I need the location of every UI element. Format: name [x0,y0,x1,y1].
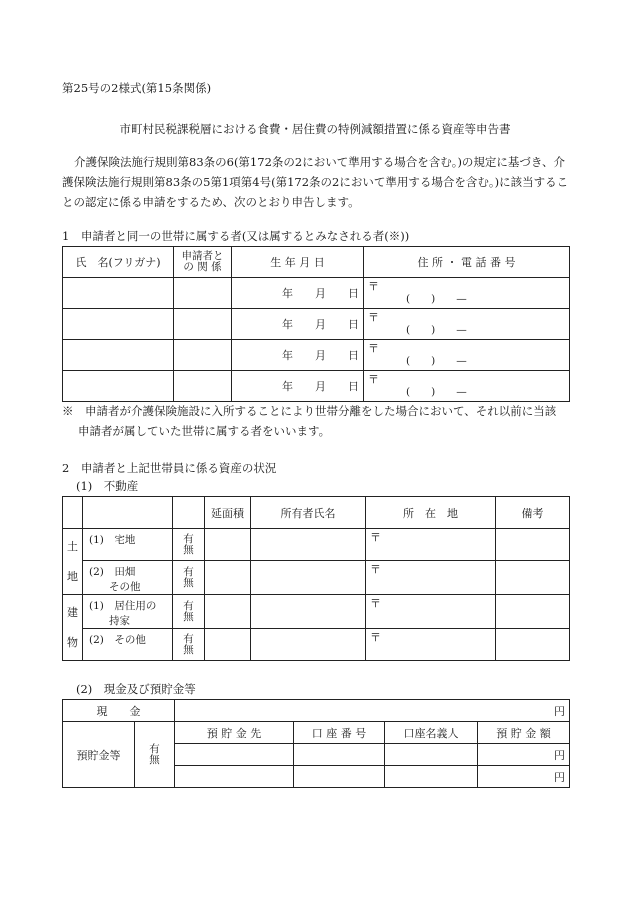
owner-cell[interactable] [251,595,366,629]
header-blank [173,497,205,529]
section1-note-line1: ※ 申請者が介護保険施設に入所することにより世帯分離をした場合において、それ以前に当該 [62,404,557,418]
yes-option[interactable]: 有 [183,532,194,545]
owner-cell[interactable] [251,529,366,561]
intro-line-2: 護保険法施行規則第83条の5第1項第4号(第172条の2において準用する場合を含む。)に該当するこ [62,175,569,189]
header-birth: 生 年 月 日 [232,247,364,278]
location-cell[interactable] [366,595,496,629]
location-cell[interactable] [366,629,496,661]
amount-cell[interactable]: 円 [478,744,570,766]
location-cell[interactable] [366,529,496,561]
postal-mark: 〒 [370,631,381,644]
intro-paragraph [62,152,572,212]
real-estate-row [63,629,570,661]
item-label [83,595,173,629]
cash-savings-table [62,699,570,788]
item-label-line1: (1) 居住用の [89,600,157,612]
area-cell[interactable] [205,529,251,561]
postal-mark: 〒 [370,531,381,544]
item-label-line1: (1) 宅地 [89,534,136,546]
phone-placeholder: ( ) — [406,293,467,305]
birth-cell[interactable]: 年 月 日 [232,340,364,371]
header-relation-line1: 申請者と [181,250,224,262]
holder-cell[interactable] [385,766,478,788]
postal-mark: 〒 [368,373,379,386]
section2-heading: 2 申請者と上記世帯員に係る資産の状況 [62,461,277,475]
name-cell[interactable] [63,340,174,371]
postal-mark: 〒 [370,563,381,576]
header-location: 所 在 地 [366,497,496,529]
header-name: 氏 名(フリガナ) [63,247,174,278]
no-option[interactable]: 無 [183,543,194,556]
item-label-line2: その他 [109,581,141,593]
address-cell[interactable] [364,371,570,402]
remarks-cell[interactable] [496,529,570,561]
area-cell[interactable] [205,561,251,595]
household-row [63,371,570,402]
item-label [83,629,173,661]
name-cell[interactable] [63,278,174,309]
land-label [63,529,83,595]
item-label-line1: (2) その他 [89,634,146,646]
postal-mark: 〒 [368,280,379,293]
relation-cell[interactable] [174,340,232,371]
phone-placeholder: ( ) — [406,386,467,398]
area-cell[interactable] [205,595,251,629]
real-estate-row [63,561,570,595]
household-row [63,278,570,309]
land-label-2: 地 [67,569,78,583]
yes-no-toggle[interactable] [173,561,205,595]
name-cell[interactable] [63,371,174,402]
no-option[interactable]: 無 [183,610,194,623]
yes-no-toggle[interactable] [173,629,205,661]
real-estate-row [63,595,570,629]
section2-sub2-heading: (2) 現金及び預貯金等 [76,682,196,696]
header-amount: 預 貯 金 額 [478,722,570,744]
header-holder: 口座名義人 [385,722,478,744]
address-cell[interactable] [364,340,570,371]
cash-label: 現 金 [63,700,175,722]
yes-option[interactable]: 有 [149,742,160,755]
yes-option[interactable]: 有 [183,565,194,578]
postal-mark: 〒 [370,597,381,610]
account-cell[interactable] [294,766,385,788]
section1-note-line2: 申請者が属していた世帯に属する者をいいます。 [78,424,331,438]
relation-cell[interactable] [174,371,232,402]
intro-line-3: との認定に係る申請をするため、次のとおり申告します。 [62,195,360,209]
area-cell[interactable] [205,629,251,661]
yes-no-toggle[interactable] [135,722,175,788]
relation-cell[interactable] [174,309,232,340]
header-address: 住 所 ・ 電 話 番 号 [364,247,570,278]
header-blank [83,497,173,529]
header-area: 延面積 [205,497,251,529]
no-option[interactable]: 無 [183,576,194,589]
building-label-1: 建 [67,605,78,619]
holder-cell[interactable] [385,744,478,766]
bank-cell[interactable] [175,766,294,788]
real-estate-row [63,529,570,561]
header-remarks: 備考 [496,497,570,529]
relation-cell[interactable] [174,278,232,309]
header-account: 口 座 番 号 [294,722,385,744]
name-cell[interactable] [63,309,174,340]
item-label-line2: 持家 [109,615,130,627]
header-relation [174,247,232,278]
land-label-1: 土 [67,539,78,553]
location-cell[interactable] [366,561,496,595]
remarks-cell[interactable] [496,595,570,629]
account-cell[interactable] [294,744,385,766]
postal-mark: 〒 [368,311,379,324]
building-label [63,595,83,661]
no-option[interactable]: 無 [149,753,160,766]
birth-cell[interactable]: 年 月 日 [232,278,364,309]
amount-cell[interactable]: 円 [478,766,570,788]
yes-no-toggle[interactable] [173,595,205,629]
intro-line-1: 介護保険法施行規則第83条の6(第172条の2において準用する場合を含む。)の規定に基づき、介 [74,155,565,169]
postal-mark: 〒 [368,342,379,355]
owner-cell[interactable] [251,561,366,595]
remarks-cell[interactable] [496,629,570,661]
cash-amount-field[interactable]: 円 [175,700,570,722]
header-blank [63,497,83,529]
bank-cell[interactable] [175,744,294,766]
page-title: 市町村民税課税層における食費・居住費の特例減額措置に係る資産等申告書 [119,122,511,136]
birth-cell[interactable]: 年 月 日 [232,371,364,402]
section1-heading: 1 申請者と同一の世帯に属する者(又は属するとみなされる者(※)) [62,229,410,243]
household-table [62,246,570,402]
yes-option[interactable]: 有 [183,599,194,612]
header-relation-line2: の 関 係 [183,261,222,273]
owner-cell[interactable] [251,629,366,661]
real-estate-table [62,496,570,661]
address-cell[interactable] [364,309,570,340]
section2-sub1-heading: (1) 不動産 [76,479,139,493]
item-label [83,529,173,561]
header-owner: 所有者氏名 [251,497,366,529]
yes-option[interactable]: 有 [183,632,194,645]
household-row [63,340,570,371]
address-cell[interactable] [364,278,570,309]
form-number: 第25号の2様式(第15条関係) [62,81,212,95]
household-row [63,309,570,340]
birth-cell[interactable]: 年 月 日 [232,309,364,340]
savings-label: 預貯金等 [63,722,135,788]
remarks-cell[interactable] [496,561,570,595]
item-label [83,561,173,595]
phone-placeholder: ( ) — [406,324,467,336]
item-label-line1: (2) 田畑 [89,566,136,578]
phone-placeholder: ( ) — [406,355,467,367]
yes-no-toggle[interactable] [173,529,205,561]
header-bank: 預 貯 金 先 [175,722,294,744]
building-label-2: 物 [67,635,78,649]
no-option[interactable]: 無 [183,643,194,656]
